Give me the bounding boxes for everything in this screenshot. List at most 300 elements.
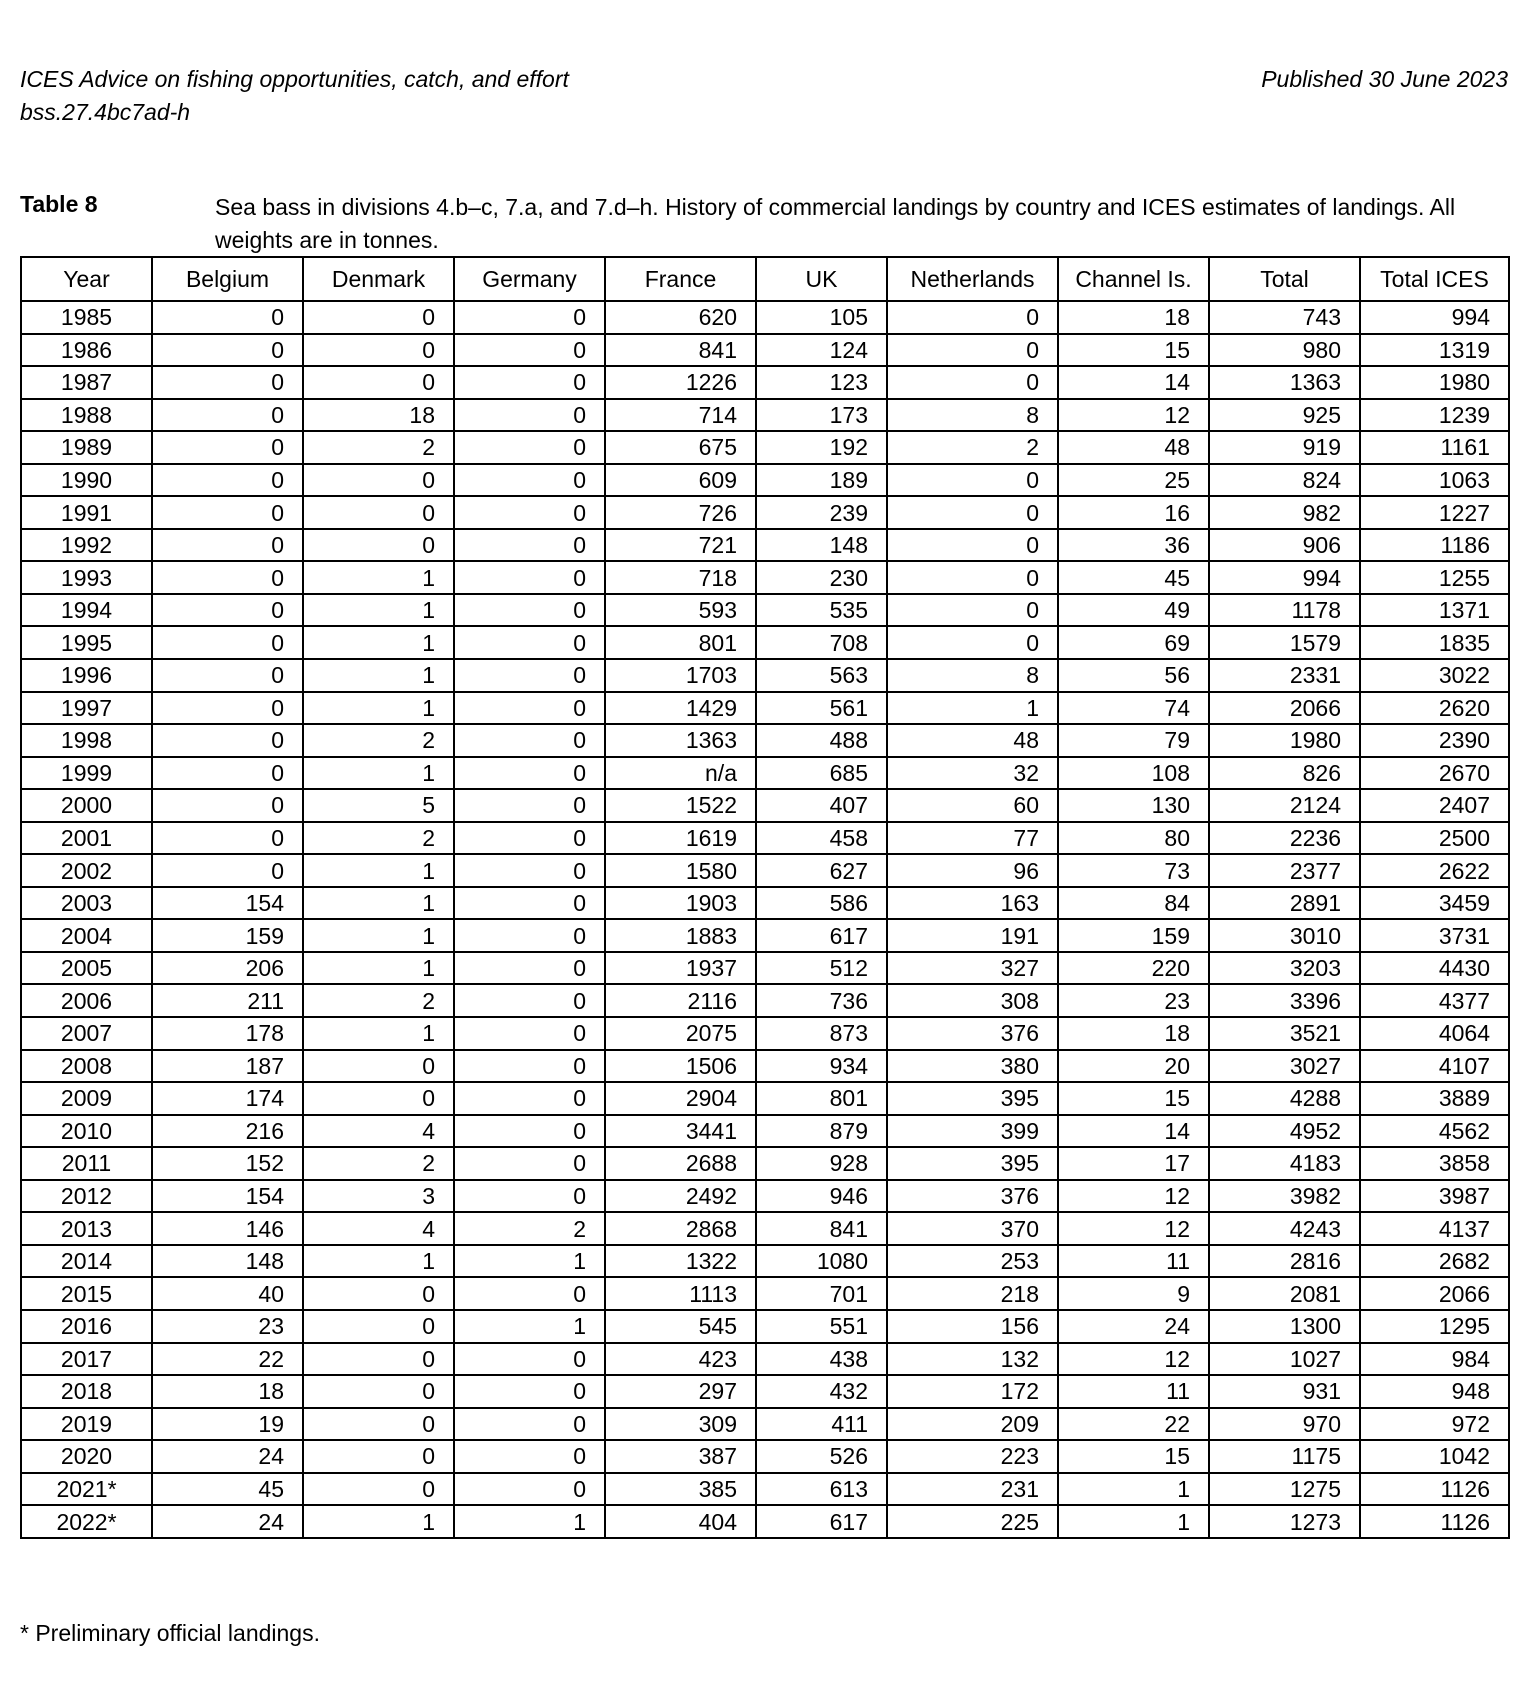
table-cell: 1579 bbox=[1209, 626, 1360, 659]
table-cell: 0 bbox=[887, 626, 1058, 659]
year-cell: 1997 bbox=[21, 692, 152, 725]
year-cell: 2022* bbox=[21, 1505, 152, 1538]
year-cell: 2015 bbox=[21, 1277, 152, 1310]
table-cell: 23 bbox=[1058, 984, 1209, 1017]
table-cell: 0 bbox=[454, 626, 605, 659]
table-cell: 163 bbox=[887, 887, 1058, 920]
year-cell: 1987 bbox=[21, 366, 152, 399]
table-cell: 4430 bbox=[1360, 952, 1509, 985]
table-cell: 192 bbox=[756, 431, 887, 464]
table-cell: 0 bbox=[887, 464, 1058, 497]
table-cell: 148 bbox=[756, 529, 887, 562]
table-cell: 535 bbox=[756, 594, 887, 627]
table-header bbox=[21, 257, 1509, 301]
table-row bbox=[21, 626, 1509, 659]
table-cell: 1161 bbox=[1360, 431, 1509, 464]
table-cell: 0 bbox=[303, 334, 454, 367]
table-cell: 736 bbox=[756, 984, 887, 1017]
table-cell: 154 bbox=[152, 1180, 303, 1213]
table-cell: 0 bbox=[454, 1050, 605, 1083]
table-cell: 18 bbox=[1058, 301, 1209, 334]
table-cell: 0 bbox=[454, 1343, 605, 1376]
table-cell: 1 bbox=[303, 1245, 454, 1278]
table-cell: 2116 bbox=[605, 984, 756, 1017]
table-cell: 708 bbox=[756, 626, 887, 659]
table-cell: 0 bbox=[303, 1375, 454, 1408]
table-row bbox=[21, 659, 1509, 692]
table-cell: 0 bbox=[454, 1180, 605, 1213]
year-cell: 1988 bbox=[21, 399, 152, 432]
table-cell: 423 bbox=[605, 1343, 756, 1376]
table-cell: 60 bbox=[887, 789, 1058, 822]
table-cell: 0 bbox=[454, 1440, 605, 1473]
table-cell: 0 bbox=[454, 366, 605, 399]
table-cell: 1580 bbox=[605, 854, 756, 887]
table-cell: 458 bbox=[756, 822, 887, 855]
table-cell: 73 bbox=[1058, 854, 1209, 887]
table-cell: 399 bbox=[887, 1115, 1058, 1148]
table-row bbox=[21, 692, 1509, 725]
stock-code: bss.27.4bc7ad-h bbox=[20, 99, 191, 125]
table-cell: 0 bbox=[454, 1277, 605, 1310]
table-cell: 0 bbox=[887, 334, 1058, 367]
table-row bbox=[21, 594, 1509, 627]
table-cell: 80 bbox=[1058, 822, 1209, 855]
table-cell: 380 bbox=[887, 1050, 1058, 1083]
landings-table bbox=[20, 256, 1510, 1539]
table-cell: 1126 bbox=[1360, 1505, 1509, 1538]
table-cell: 3889 bbox=[1360, 1082, 1509, 1115]
table-row bbox=[21, 334, 1509, 367]
table-cell: 56 bbox=[1058, 659, 1209, 692]
table-cell: 0 bbox=[303, 1343, 454, 1376]
table-cell: 1227 bbox=[1360, 496, 1509, 529]
table-cell: 0 bbox=[887, 594, 1058, 627]
table-cell: 617 bbox=[756, 919, 887, 952]
table-cell: 551 bbox=[756, 1310, 887, 1343]
table-cell: 1 bbox=[1058, 1505, 1209, 1538]
table-cell: 156 bbox=[887, 1310, 1058, 1343]
table-cell: 526 bbox=[756, 1440, 887, 1473]
table-cell: 586 bbox=[756, 887, 887, 920]
column-header: Year bbox=[21, 257, 152, 301]
table-cell: 45 bbox=[152, 1473, 303, 1506]
table-cell: 0 bbox=[454, 496, 605, 529]
table-cell: 3441 bbox=[605, 1115, 756, 1148]
table-cell: 563 bbox=[756, 659, 887, 692]
table-cell: 0 bbox=[454, 757, 605, 790]
table-cell: 9 bbox=[1058, 1277, 1209, 1310]
table-cell: 512 bbox=[756, 952, 887, 985]
table-cell: 19 bbox=[152, 1408, 303, 1441]
table-row bbox=[21, 822, 1509, 855]
table-cell: 0 bbox=[152, 399, 303, 432]
table-cell: 96 bbox=[887, 854, 1058, 887]
table-cell: 2124 bbox=[1209, 789, 1360, 822]
table-cell: 3731 bbox=[1360, 919, 1509, 952]
table-cell: 18 bbox=[152, 1375, 303, 1408]
year-cell: 2008 bbox=[21, 1050, 152, 1083]
table-cell: 1 bbox=[303, 1017, 454, 1050]
table-cell: 12 bbox=[1058, 1343, 1209, 1376]
table-cell: 3521 bbox=[1209, 1017, 1360, 1050]
table-cell: 2904 bbox=[605, 1082, 756, 1115]
year-cell: 2018 bbox=[21, 1375, 152, 1408]
table-cell: 0 bbox=[454, 1082, 605, 1115]
table-cell: 0 bbox=[454, 887, 605, 920]
table-cell: 2622 bbox=[1360, 854, 1509, 887]
table-cell: 8 bbox=[887, 399, 1058, 432]
table-cell: 627 bbox=[756, 854, 887, 887]
table-cell: 3396 bbox=[1209, 984, 1360, 1017]
table-row bbox=[21, 952, 1509, 985]
table-cell: 982 bbox=[1209, 496, 1360, 529]
column-header: Total bbox=[1209, 257, 1360, 301]
table-cell: 1295 bbox=[1360, 1310, 1509, 1343]
column-header: Netherlands bbox=[887, 257, 1058, 301]
table-cell: 2377 bbox=[1209, 854, 1360, 887]
table-row bbox=[21, 496, 1509, 529]
table-cell: 77 bbox=[887, 822, 1058, 855]
table-cell: 0 bbox=[454, 464, 605, 497]
table-cell: 1027 bbox=[1209, 1343, 1360, 1376]
table-cell: 1703 bbox=[605, 659, 756, 692]
table-cell: 1 bbox=[303, 1505, 454, 1538]
table-cell: 218 bbox=[887, 1277, 1058, 1310]
year-cell: 2013 bbox=[21, 1212, 152, 1245]
table-cell: 0 bbox=[454, 984, 605, 1017]
table-cell: 0 bbox=[454, 789, 605, 822]
table-cell: 216 bbox=[152, 1115, 303, 1148]
table-cell: 189 bbox=[756, 464, 887, 497]
table-cell: n/a bbox=[605, 757, 756, 790]
table-row bbox=[21, 1050, 1509, 1083]
table-cell: 0 bbox=[152, 366, 303, 399]
table-row bbox=[21, 1277, 1509, 1310]
year-cell: 2017 bbox=[21, 1343, 152, 1376]
table-cell: 0 bbox=[454, 301, 605, 334]
table-cell: 370 bbox=[887, 1212, 1058, 1245]
year-cell: 2001 bbox=[21, 822, 152, 855]
year-cell: 2007 bbox=[21, 1017, 152, 1050]
table-cell: 1506 bbox=[605, 1050, 756, 1083]
table-row bbox=[21, 1245, 1509, 1278]
table-cell: 2331 bbox=[1209, 659, 1360, 692]
year-cell: 2012 bbox=[21, 1180, 152, 1213]
year-cell: 1989 bbox=[21, 431, 152, 464]
table-cell: 3010 bbox=[1209, 919, 1360, 952]
table-cell: 3027 bbox=[1209, 1050, 1360, 1083]
table-cell: 0 bbox=[303, 1082, 454, 1115]
table-cell: 0 bbox=[454, 1473, 605, 1506]
table-cell: 2682 bbox=[1360, 1245, 1509, 1278]
column-header: France bbox=[605, 257, 756, 301]
table-cell: 1 bbox=[303, 561, 454, 594]
table-cell: 593 bbox=[605, 594, 756, 627]
table-cell: 174 bbox=[152, 1082, 303, 1115]
table-cell: 1980 bbox=[1209, 724, 1360, 757]
table-cell: 0 bbox=[454, 431, 605, 464]
table-cell: 0 bbox=[454, 692, 605, 725]
table-cell: 1186 bbox=[1360, 529, 1509, 562]
table-cell: 0 bbox=[454, 724, 605, 757]
table-cell: 561 bbox=[756, 692, 887, 725]
year-cell: 2003 bbox=[21, 887, 152, 920]
table-cell: 1080 bbox=[756, 1245, 887, 1278]
table-cell: 0 bbox=[152, 561, 303, 594]
table-cell: 22 bbox=[1058, 1408, 1209, 1441]
table-cell: 0 bbox=[887, 366, 1058, 399]
table-cell: 824 bbox=[1209, 464, 1360, 497]
table-cell: 2670 bbox=[1360, 757, 1509, 790]
table-cell: 4 bbox=[303, 1212, 454, 1245]
year-cell: 1986 bbox=[21, 334, 152, 367]
year-cell: 2010 bbox=[21, 1115, 152, 1148]
table-cell: 154 bbox=[152, 887, 303, 920]
column-header: Germany bbox=[454, 257, 605, 301]
table-cell: 801 bbox=[756, 1082, 887, 1115]
table-cell: 1 bbox=[303, 757, 454, 790]
publication-date: Published 30 June 2023 bbox=[1261, 66, 1508, 92]
table-cell: 0 bbox=[454, 1017, 605, 1050]
table-cell: 1113 bbox=[605, 1277, 756, 1310]
table-cell: 25 bbox=[1058, 464, 1209, 497]
table-cell: 69 bbox=[1058, 626, 1209, 659]
table-cell: 0 bbox=[887, 496, 1058, 529]
table-cell: 0 bbox=[152, 529, 303, 562]
table-cell: 931 bbox=[1209, 1375, 1360, 1408]
table-cell: 1429 bbox=[605, 692, 756, 725]
table-cell: 15 bbox=[1058, 1440, 1209, 1473]
table-cell: 49 bbox=[1058, 594, 1209, 627]
table-cell: 206 bbox=[152, 952, 303, 985]
table-cell: 0 bbox=[454, 399, 605, 432]
table-cell: 14 bbox=[1058, 366, 1209, 399]
table-cell: 5 bbox=[303, 789, 454, 822]
table-cell: 2236 bbox=[1209, 822, 1360, 855]
table-cell: 3982 bbox=[1209, 1180, 1360, 1213]
table-cell: 407 bbox=[756, 789, 887, 822]
table-cell: 0 bbox=[454, 594, 605, 627]
table-row bbox=[21, 529, 1509, 562]
table-cell: 15 bbox=[1058, 334, 1209, 367]
table-cell: 4137 bbox=[1360, 1212, 1509, 1245]
table-cell: 24 bbox=[1058, 1310, 1209, 1343]
table-cell: 159 bbox=[1058, 919, 1209, 952]
table-cell: 1063 bbox=[1360, 464, 1509, 497]
table-cell: 2816 bbox=[1209, 1245, 1360, 1278]
table-cell: 2 bbox=[454, 1212, 605, 1245]
table-cell: 620 bbox=[605, 301, 756, 334]
table-label: Table 8 bbox=[20, 191, 98, 217]
table-cell: 0 bbox=[454, 1408, 605, 1441]
year-cell: 2016 bbox=[21, 1310, 152, 1343]
table-row bbox=[21, 1212, 1509, 1245]
table-row bbox=[21, 724, 1509, 757]
table-cell: 327 bbox=[887, 952, 1058, 985]
table-cell: 1 bbox=[303, 659, 454, 692]
table-cell: 617 bbox=[756, 1505, 887, 1538]
table-cell: 613 bbox=[756, 1473, 887, 1506]
table-cell: 0 bbox=[152, 692, 303, 725]
table-cell: 1 bbox=[303, 919, 454, 952]
table-cell: 2 bbox=[303, 984, 454, 1017]
table-cell: 3459 bbox=[1360, 887, 1509, 920]
table-cell: 743 bbox=[1209, 301, 1360, 334]
table-cell: 74 bbox=[1058, 692, 1209, 725]
table-cell: 0 bbox=[152, 789, 303, 822]
table-cell: 488 bbox=[756, 724, 887, 757]
table-cell: 841 bbox=[756, 1212, 887, 1245]
table-cell: 1363 bbox=[1209, 366, 1360, 399]
table-cell: 11 bbox=[1058, 1245, 1209, 1278]
table-cell: 178 bbox=[152, 1017, 303, 1050]
table-cell: 220 bbox=[1058, 952, 1209, 985]
table-cell: 0 bbox=[152, 496, 303, 529]
table-cell: 675 bbox=[605, 431, 756, 464]
table-cell: 972 bbox=[1360, 1408, 1509, 1441]
report-series-title: ICES Advice on fishing opportunities, catch, and effort bbox=[20, 66, 569, 92]
table-body bbox=[21, 301, 1509, 1538]
table-cell: 1273 bbox=[1209, 1505, 1360, 1538]
table-row bbox=[21, 1017, 1509, 1050]
table-cell: 108 bbox=[1058, 757, 1209, 790]
table-cell: 385 bbox=[605, 1473, 756, 1506]
table-cell: 2688 bbox=[605, 1147, 756, 1180]
table-row bbox=[21, 1115, 1509, 1148]
year-cell: 1994 bbox=[21, 594, 152, 627]
table-cell: 395 bbox=[887, 1082, 1058, 1115]
table-cell: 946 bbox=[756, 1180, 887, 1213]
table-row bbox=[21, 887, 1509, 920]
table-cell: 3022 bbox=[1360, 659, 1509, 692]
year-cell: 2014 bbox=[21, 1245, 152, 1278]
table-row bbox=[21, 919, 1509, 952]
table-cell: 16 bbox=[1058, 496, 1209, 529]
table-cell: 48 bbox=[1058, 431, 1209, 464]
table-cell: 994 bbox=[1360, 301, 1509, 334]
table-cell: 4183 bbox=[1209, 1147, 1360, 1180]
table-cell: 1903 bbox=[605, 887, 756, 920]
table-cell: 0 bbox=[303, 366, 454, 399]
table-cell: 1319 bbox=[1360, 334, 1509, 367]
table-cell: 1 bbox=[303, 692, 454, 725]
table-row bbox=[21, 1473, 1509, 1506]
table-cell: 1239 bbox=[1360, 399, 1509, 432]
column-header: Total ICES bbox=[1360, 257, 1509, 301]
year-cell: 2019 bbox=[21, 1408, 152, 1441]
table-cell: 1126 bbox=[1360, 1473, 1509, 1506]
year-cell: 1985 bbox=[21, 301, 152, 334]
header-row bbox=[21, 257, 1509, 301]
table-cell: 919 bbox=[1209, 431, 1360, 464]
table-cell: 146 bbox=[152, 1212, 303, 1245]
table-cell: 0 bbox=[303, 464, 454, 497]
table-cell: 12 bbox=[1058, 399, 1209, 432]
table-cell: 4 bbox=[303, 1115, 454, 1148]
table-row bbox=[21, 1375, 1509, 1408]
table-row bbox=[21, 757, 1509, 790]
table-caption: Sea bass in divisions 4.b–c, 7.a, and 7.d–h. History of commercial landings by country and ICES estimates of landings. All weights are in tonnes. bbox=[215, 194, 1456, 253]
table-cell: 18 bbox=[1058, 1017, 1209, 1050]
table-cell: 685 bbox=[756, 757, 887, 790]
table-cell: 24 bbox=[152, 1505, 303, 1538]
year-cell: 1993 bbox=[21, 561, 152, 594]
table-cell: 231 bbox=[887, 1473, 1058, 1506]
year-cell: 1990 bbox=[21, 464, 152, 497]
table-cell: 225 bbox=[887, 1505, 1058, 1538]
table-cell: 1 bbox=[303, 594, 454, 627]
table-cell: 132 bbox=[887, 1343, 1058, 1376]
column-header: Channel Is. bbox=[1058, 257, 1209, 301]
table-cell: 404 bbox=[605, 1505, 756, 1538]
table-cell: 1300 bbox=[1209, 1310, 1360, 1343]
table-cell: 0 bbox=[152, 334, 303, 367]
table-cell: 23 bbox=[152, 1310, 303, 1343]
year-cell: 2009 bbox=[21, 1082, 152, 1115]
table-cell: 4377 bbox=[1360, 984, 1509, 1017]
table-cell: 2081 bbox=[1209, 1277, 1360, 1310]
table-cell: 8 bbox=[887, 659, 1058, 692]
table-cell: 1255 bbox=[1360, 561, 1509, 594]
table-cell: 1522 bbox=[605, 789, 756, 822]
table-footnote: * Preliminary official landings. bbox=[20, 1620, 320, 1646]
table-cell: 1175 bbox=[1209, 1440, 1360, 1473]
table-cell: 1619 bbox=[605, 822, 756, 855]
table-row bbox=[21, 1408, 1509, 1441]
table-cell: 0 bbox=[152, 854, 303, 887]
table-cell: 4064 bbox=[1360, 1017, 1509, 1050]
table-cell: 20 bbox=[1058, 1050, 1209, 1083]
table-cell: 123 bbox=[756, 366, 887, 399]
table-cell: 0 bbox=[303, 301, 454, 334]
table-cell: 1226 bbox=[605, 366, 756, 399]
table-cell: 0 bbox=[303, 1050, 454, 1083]
table-cell: 148 bbox=[152, 1245, 303, 1278]
table-row bbox=[21, 1147, 1509, 1180]
table-cell: 297 bbox=[605, 1375, 756, 1408]
table-cell: 191 bbox=[887, 919, 1058, 952]
table-cell: 701 bbox=[756, 1277, 887, 1310]
year-cell: 2011 bbox=[21, 1147, 152, 1180]
table-cell: 0 bbox=[454, 952, 605, 985]
table-cell: 124 bbox=[756, 334, 887, 367]
table-cell: 0 bbox=[454, 334, 605, 367]
table-cell: 0 bbox=[152, 822, 303, 855]
table-cell: 105 bbox=[756, 301, 887, 334]
table-cell: 2407 bbox=[1360, 789, 1509, 822]
year-cell: 1998 bbox=[21, 724, 152, 757]
table-row bbox=[21, 789, 1509, 822]
table-cell: 2868 bbox=[605, 1212, 756, 1245]
table-cell: 4952 bbox=[1209, 1115, 1360, 1148]
table-cell: 2066 bbox=[1209, 692, 1360, 725]
year-cell: 1995 bbox=[21, 626, 152, 659]
table-cell: 2066 bbox=[1360, 1277, 1509, 1310]
table-cell: 980 bbox=[1209, 334, 1360, 367]
table-cell: 79 bbox=[1058, 724, 1209, 757]
table-cell: 0 bbox=[454, 1147, 605, 1180]
table-cell: 4243 bbox=[1209, 1212, 1360, 1245]
table-cell: 718 bbox=[605, 561, 756, 594]
table-cell: 1 bbox=[454, 1310, 605, 1343]
year-cell: 2020 bbox=[21, 1440, 152, 1473]
table-cell: 14 bbox=[1058, 1115, 1209, 1148]
table-cell: 387 bbox=[605, 1440, 756, 1473]
table-cell: 0 bbox=[454, 659, 605, 692]
table-row bbox=[21, 1180, 1509, 1213]
table-cell: 3 bbox=[303, 1180, 454, 1213]
